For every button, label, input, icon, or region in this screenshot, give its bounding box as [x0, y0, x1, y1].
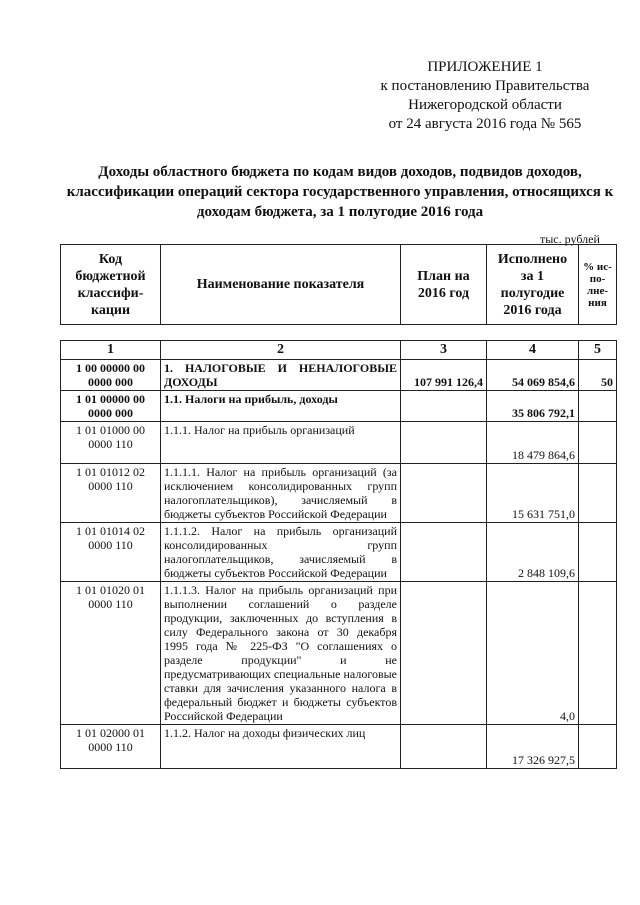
table-row: [61, 391, 617, 422]
table-row: [61, 725, 617, 769]
row-executed: 15 631 751,0: [487, 464, 579, 523]
row-code: 1 01 01014 02 0000 110: [61, 523, 161, 582]
row-name: 1.1.2. Налог на доходы физических лиц: [161, 725, 401, 769]
row-percent: [579, 582, 617, 725]
row-plan: 107 991 126,4: [401, 360, 487, 391]
appendix-line: к постановлению Правительства: [380, 78, 590, 94]
row-plan: [401, 464, 487, 523]
units-label: тыс. рублей: [540, 232, 600, 246]
table-header: [60, 244, 617, 325]
row-code: 1 01 01000 00 0000 110: [61, 422, 161, 464]
table-row: [61, 422, 617, 464]
row-executed: 18 479 864,6: [487, 422, 579, 464]
row-name: 1.1.1.1. Налог на прибыль организаций (за исключением консолидированных групп налогоплательщиков), зачисляемый в бюджеты субъектов Российской Федерации: [161, 464, 401, 523]
row-percent: [579, 464, 617, 523]
appendix-line: от 24 августа 2016 года № 565: [388, 116, 582, 132]
row-name: 1.1.1. Налог на прибыль организаций: [161, 422, 401, 464]
row-code: 1 01 02000 01 0000 110: [61, 725, 161, 769]
table-row: [61, 464, 617, 523]
row-code: 1 01 00000 00 0000 000: [61, 391, 161, 422]
row-code: 1 01 01012 02 0000 110: [61, 464, 161, 523]
row-executed: 35 806 792,1: [487, 391, 579, 422]
appendix-heading: ПРИЛОЖЕНИЕ 1: [427, 59, 543, 75]
row-percent: [579, 725, 617, 769]
appendix-line: Нижегородской области: [408, 97, 562, 113]
column-header-plan: План на 2016 год: [401, 245, 487, 325]
row-name: 1.1. Налоги на прибыль, доходы: [161, 391, 401, 422]
column-number: 3: [401, 341, 487, 360]
column-number: 5: [579, 341, 617, 360]
row-percent: [579, 391, 617, 422]
row-plan: [401, 582, 487, 725]
row-plan: [401, 391, 487, 422]
column-number: 4: [487, 341, 579, 360]
row-plan: [401, 422, 487, 464]
column-number-row: [61, 341, 617, 360]
table-row: [61, 582, 617, 725]
column-header-percent: % ис-по-лне-ния: [579, 245, 617, 325]
row-plan: [401, 725, 487, 769]
row-percent: [579, 422, 617, 464]
row-code: 1 00 00000 00 0000 000: [61, 360, 161, 391]
column-header-name: Наименование показателя: [161, 245, 401, 325]
row-name: 1.1.1.2. Налог на прибыль организаций консолидированных групп налогоплательщиков, зачисляемый в бюджеты субъектов Российской Федерации: [161, 523, 401, 582]
row-executed: 2 848 109,6: [487, 523, 579, 582]
row-name: 1.1.1.3. Налог на прибыль организаций при выполнении соглашений о разделе продукции, заключенных до вступления в силу Федерального закона от 30 декабря 1995 года № 225-ФЗ "О соглашениях о разделе продукции" и не предусматривающих специальные налоговые ставки для зачисления указанного налога в федеральный бюджет и бюджеты субъектов Российской Федерации: [161, 582, 401, 725]
row-executed: 17 326 927,5: [487, 725, 579, 769]
row-name: 1. НАЛОГОВЫЕ И НЕНАЛОГОВЫЕ ДОХОДЫ: [161, 360, 401, 391]
column-header-executed: Исполнено за 1 полугодие 2016 года: [487, 245, 579, 325]
row-executed: 4,0: [487, 582, 579, 725]
appendix-block: [360, 58, 610, 134]
column-number: 2: [161, 341, 401, 360]
column-number: 1: [61, 341, 161, 360]
row-plan: [401, 523, 487, 582]
data-table: [60, 340, 617, 769]
column-header-code: Код бюджетной классифи-кации: [61, 245, 161, 325]
row-code: 1 01 01020 01 0000 110: [61, 582, 161, 725]
document-title: Доходы областного бюджета по кодам видов доходов, подвидов доходов, классификации операций сектора государственного управления, относящихся к доходам бюджета, за 1 полугодие 2016 года: [66, 164, 614, 220]
row-executed: 54 069 854,6: [487, 360, 579, 391]
row-percent: [579, 523, 617, 582]
table-row: [61, 523, 617, 582]
table-row: [61, 360, 617, 391]
row-percent: 50: [579, 360, 617, 391]
